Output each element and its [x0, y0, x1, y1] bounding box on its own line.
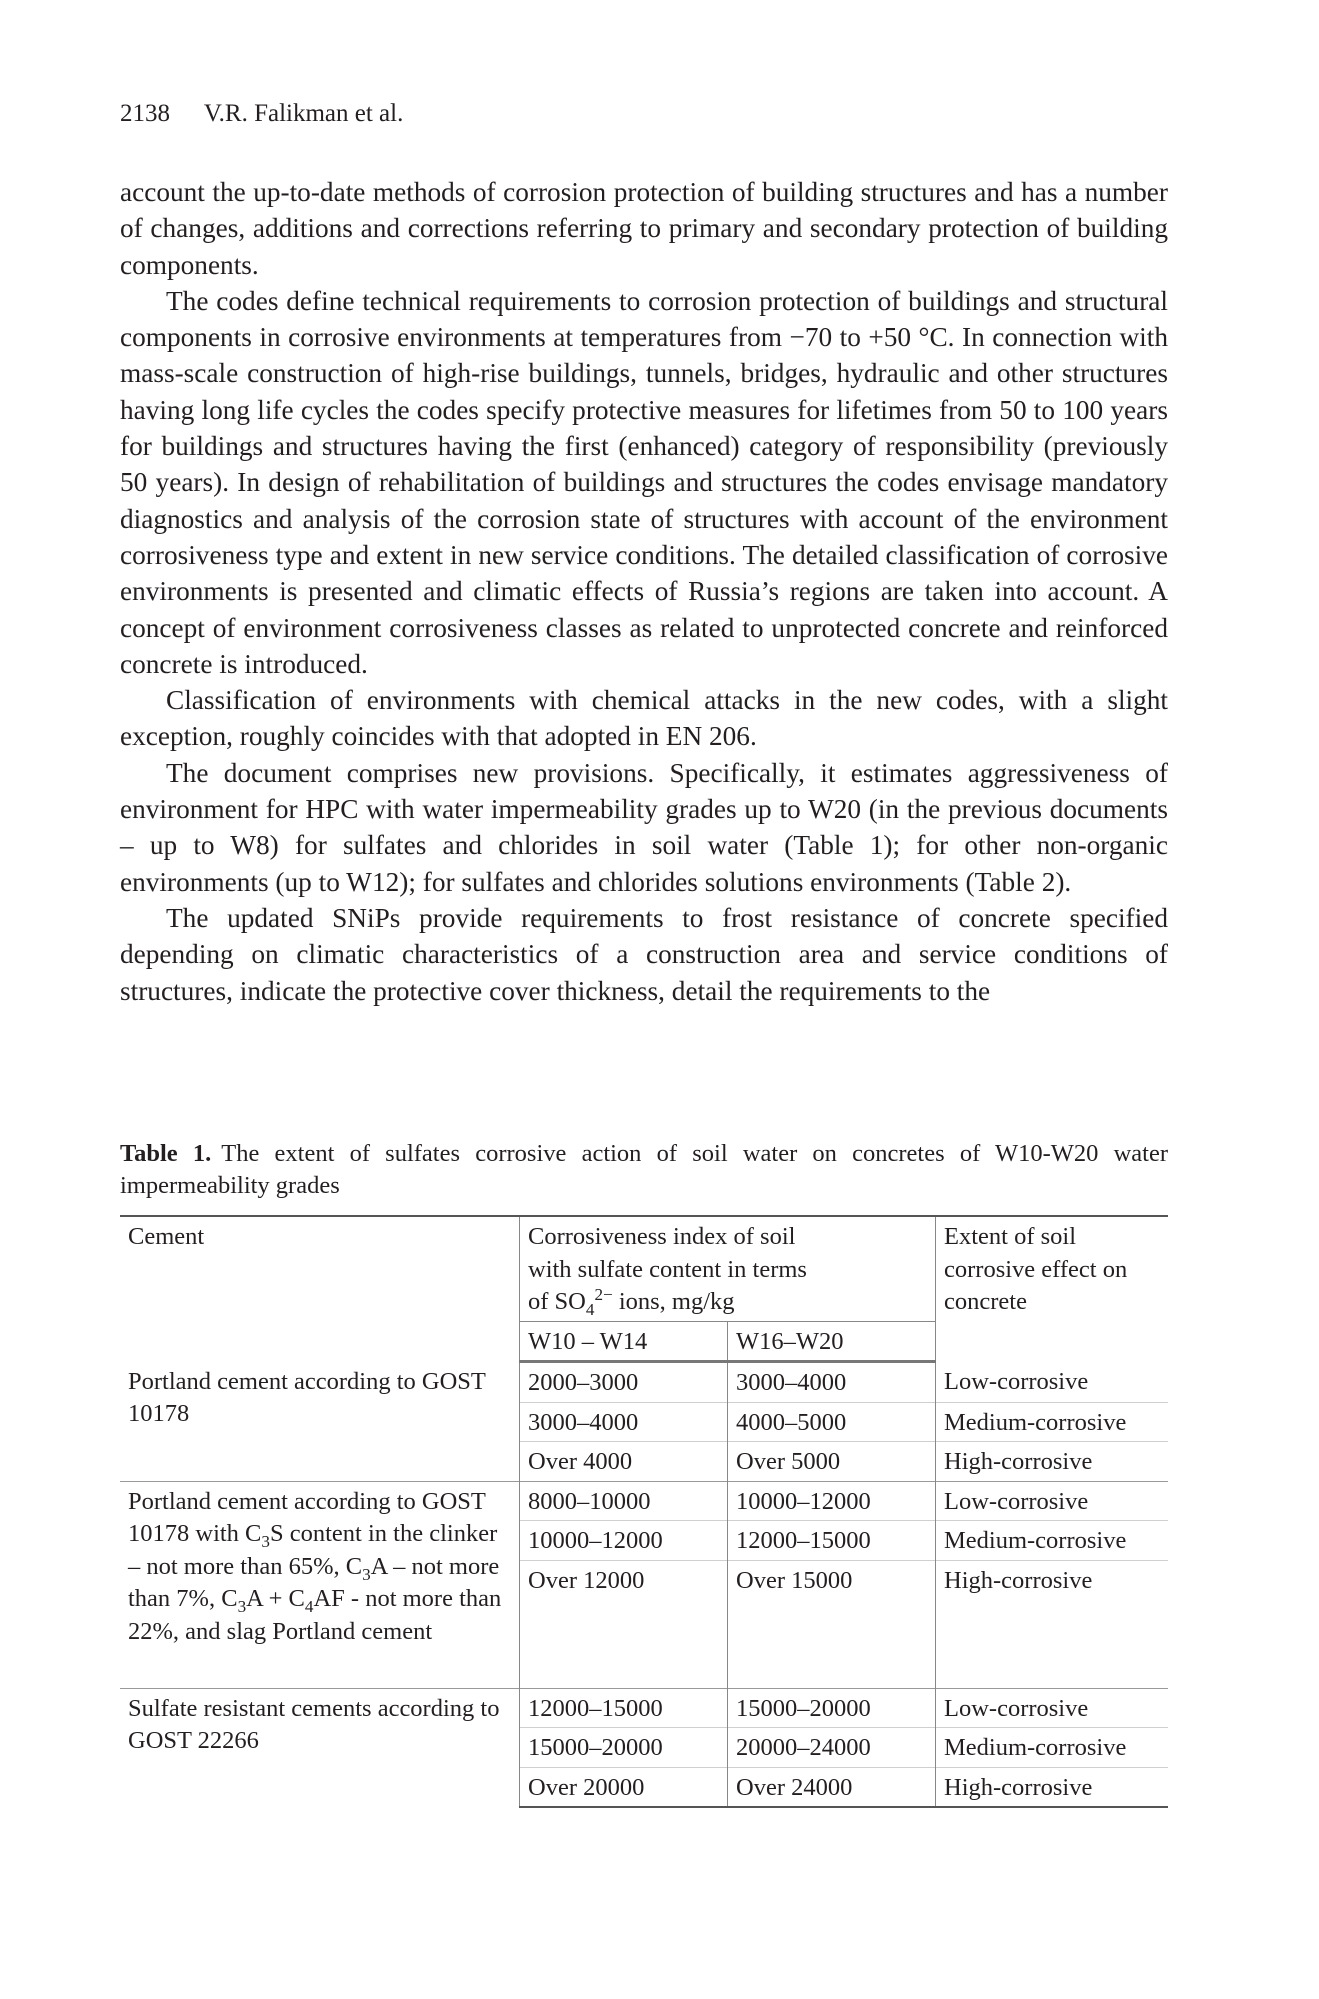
table-cell: 2000–3000 [520, 1362, 728, 1403]
table-header-row [120, 1216, 1168, 1321]
running-head-authors: V.R. Falikman et al. [203, 100, 404, 127]
paragraph: The document comprises new provisions. Specifically, it estimates aggressiveness of environment for HPC with water impermeability grades up to W20 (in the previous documents – up to W8) for sulfates and chlorides in soil water (Table 1); for other non-organic environments (up to W12); for sulfates and chlorides solutions environments (Table 2). [120, 757, 1168, 897]
table-cell: 8000–10000 [520, 1481, 728, 1521]
paragraph: The codes define technical requirements to corrosion protection of buildings and structural components in corrosive environments at temperatures from −70 to +50 °C. In connection with mass-scale construction of high-rise buildings, tunnels, bridges, hydraulic and other structures having long life cycles the codes specify protective measures for lifetimes from 50 to 100 years for buildings and structures having the first (enhanced) category of responsibility (previously 50 years). In design of rehabilitation of buildings and structures the codes envisage mandatory diagnostics and analysis of the corrosion state of structures with account of the environment corrosiveness type and extent in new service conditions. The detailed classification of corrosive environments is presented and climatic effects of Russia’s regions are taken into account. A concept of environment corrosiveness classes as related to unprotected concrete and reinforced concrete is introduced. [120, 285, 1168, 679]
subscript: 3 [237, 1596, 247, 1616]
table-cell: Over 12000 [520, 1560, 728, 1688]
body-text [120, 174, 1168, 1009]
table-caption [120, 1138, 1168, 1202]
header-line: Corrosiveness index of soil [528, 1223, 796, 1250]
cement-text: A + C [246, 1585, 305, 1612]
table-cell: Over 20000 [520, 1767, 728, 1807]
table-cell: Over 15000 [728, 1560, 936, 1688]
subscript: 3 [362, 1564, 371, 1584]
cement-text: A – not more than 7%, C [128, 1552, 500, 1612]
cement-cell: Portland cement according to GOST 10178 [128, 1367, 486, 1427]
table-cell: 3000–4000 [728, 1362, 936, 1403]
table-label: Table 1. [120, 1140, 212, 1167]
header-line: of SO [528, 1288, 586, 1315]
cement-text: S content in the clinker – not more than 65%, C [128, 1520, 498, 1580]
paragraph: account the up-to-date methods of corrosion protection of building structures and has a number of changes, additions and corrections referring to primary and secondary protection of building components. [120, 177, 1168, 280]
table-cell: Over 24000 [728, 1767, 936, 1807]
table-cell: Low-corrosive [936, 1362, 1169, 1403]
table-cell: High-corrosive [936, 1767, 1169, 1807]
table-cell: Low-corrosive [936, 1481, 1169, 1521]
column-header-w16-w20: W16–W20 [728, 1321, 936, 1362]
table-cell: Medium-corrosive [936, 1402, 1169, 1442]
table-cell: Medium-corrosive [936, 1728, 1169, 1768]
subscript: 3 [261, 1531, 270, 1551]
table-cell: High-corrosive [936, 1560, 1169, 1688]
sulfate-corrosion-table [120, 1215, 1168, 1808]
table-row [120, 1362, 1168, 1403]
table-cell: 4000–5000 [728, 1402, 936, 1442]
column-header-corrosiveness-index [520, 1216, 936, 1321]
table-cell: 10000–12000 [728, 1481, 936, 1521]
column-header-extent: Extent of soil corrosive effect on concrete [936, 1216, 1169, 1362]
column-header-w10-w14: W10 – W14 [520, 1321, 728, 1362]
table-cell: 3000–4000 [520, 1402, 728, 1442]
subscript: 4 [304, 1596, 314, 1616]
table-cell: 10000–12000 [520, 1521, 728, 1561]
table-cell: Medium-corrosive [936, 1521, 1169, 1561]
table-cell: 12000–15000 [728, 1521, 936, 1561]
table-cell: Over 4000 [520, 1442, 728, 1482]
header-line: with sulfate content in terms [528, 1255, 807, 1283]
superscript: 2− [594, 1284, 613, 1304]
running-head [120, 98, 403, 130]
cement-text: Portland cement according to GOST 10178 with C [128, 1487, 486, 1547]
paragraph: Classification of environments with chemical attacks in the new codes, with a slight exception, roughly coincides with that adopted in EN 206. [120, 685, 1168, 752]
cement-cell: Sulfate resistant cements according to GOST 22266 [120, 1688, 520, 1807]
table-row [120, 1481, 1168, 1521]
table-row [120, 1688, 1168, 1728]
table-cell: High-corrosive [936, 1442, 1169, 1482]
cement-cell [120, 1481, 520, 1688]
column-header-cement: Cement [120, 1216, 520, 1362]
table-cell: 15000–20000 [728, 1688, 936, 1728]
cement-text: AF - not more than 22%, and slag Portland cement [128, 1585, 502, 1645]
table-cell: 20000–24000 [728, 1728, 936, 1768]
table-cell: 12000–15000 [520, 1688, 728, 1728]
paragraph: The updated SNiPs provide requirements to frost resistance of concrete specified depending on climatic characteristics of a construction area and service conditions of structures, indicate the protective cover thickness, detail the requirements to the [120, 902, 1168, 1006]
table-cell: 15000–20000 [520, 1728, 728, 1768]
subscript: 4 [585, 1299, 595, 1319]
header-line: ions, mg/kg [612, 1288, 735, 1315]
page-number: 2138 [120, 100, 170, 127]
table-cell: Over 5000 [728, 1442, 936, 1482]
table-cell: Low-corrosive [936, 1688, 1169, 1728]
table-caption-text: The extent of sulfates corrosive action of soil water on concretes of W10-W20 water impermeability grades [120, 1140, 1168, 1199]
